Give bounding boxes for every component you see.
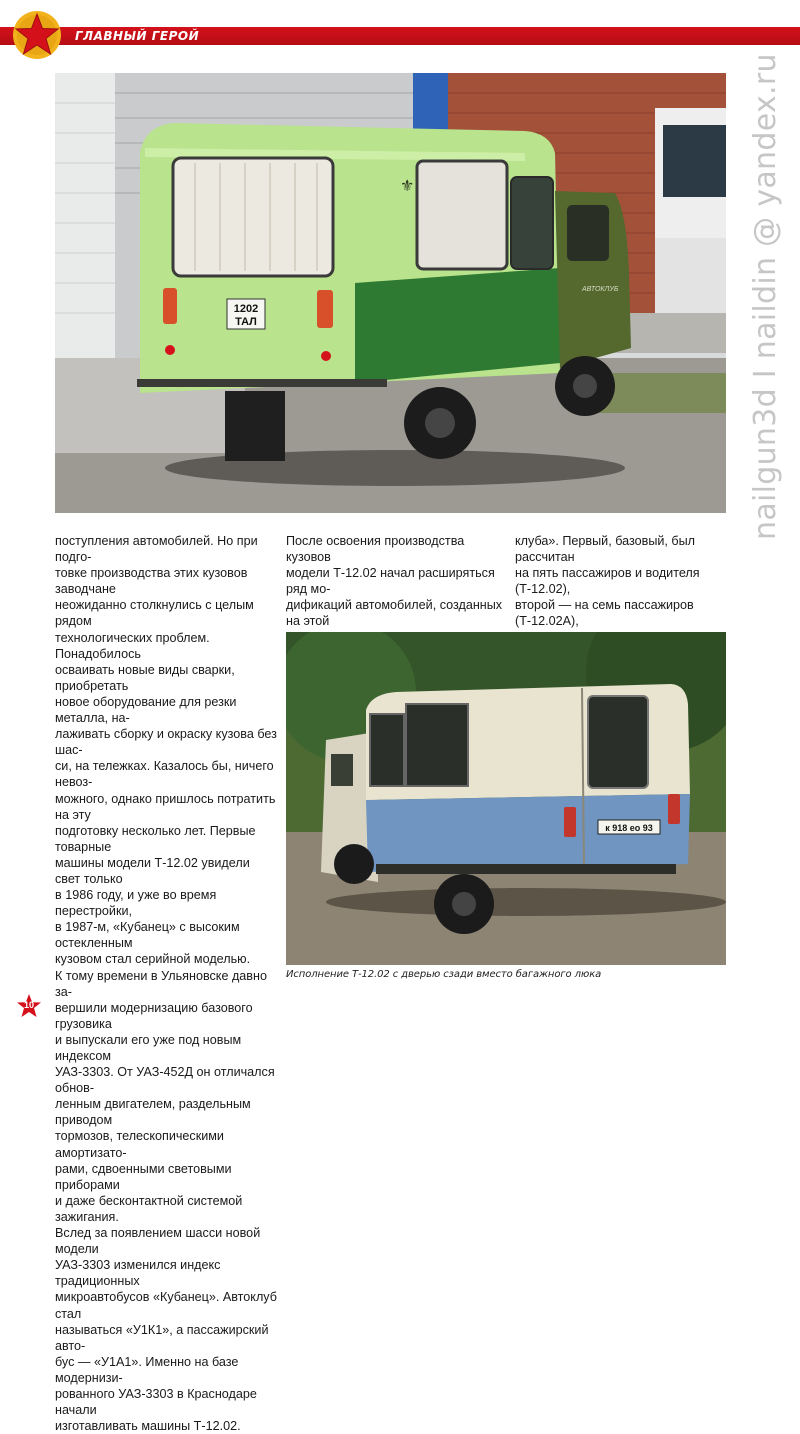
bottom-van-plate: к 918 ео 93 [605, 823, 653, 833]
text-column-middle: После освоения производства кузовов модели Т-12.02 начал расширяться ряд мо- дификаций автомобилей, созданных на этой [286, 534, 503, 629]
photo-top-green-van [55, 73, 726, 513]
text-column-right: клуба». Первый, базовый, был рассчитан на пять пассажиров и водителя (Т-12.02), второй — на семь пассажиров (Т-12.02А), [515, 534, 700, 629]
photo-bottom-blue-van [286, 632, 726, 965]
red-star-icon [10, 8, 64, 62]
photo-caption: Исполнение Т-12.02 с дверью сзади вместо багажного люка [286, 969, 602, 980]
section-title: ГЛАВНЫЙ ГЕРОЙ [75, 29, 200, 43]
emblem-icon: ⚜ [400, 178, 415, 195]
watermark-text: nailgun3d I naildin @ yandex.ru [748, 53, 783, 540]
text-column-left: поступления автомобилей. Но при подго- товке производства этих кузовов заводчане неожиданно столкнулись с целым рядом технологических проблем. Понадобилось осваивать новые виды сварки, приобретать новое оборудование для резки металла, на- лаживать сборку и окраску кузова без шас- си, на тележках. Казалось бы, ничего невоз- можного, однако пришлось потратить на эту подготовку несколько лет. Первые товарные машины модели Т-12.02 увидели свет только в 1986 году, и уже во время перестройки, в 1987-м, «Кубанец» с высоким остекленным кузовом стал серийной моделью. К тому времени в Ульяновске давно за- вершили модернизацию базового грузовика и выпускали его уже под новым индексом УАЗ-3303. От УАЗ-452Д он отличался обнов- ленным двигателем, раздельным приводом тормозов, телескопическими амортизато- рами, сдвоенными световыми приборами и даже бесконтактной системой зажигания. Вслед за появлением шасси новой модели УАЗ-3303 изменился индекс традиционных микроавтобусов «Кубанец». Автоклуб стал называться «У1К1», а пассажирский авто- бус — «У1А1». Именно на базе модернизи- рованного УАЗ-3303 в Краснодаре начали изготавливать машины Т-12.02. [55, 534, 277, 1434]
top-van-plate-line2: ТАЛ [235, 316, 257, 328]
page-number: 10 [23, 1000, 34, 1010]
top-van-plate-line1: 1202 [233, 303, 259, 315]
top-van-door-text: АВТОКЛУБ [582, 286, 619, 293]
